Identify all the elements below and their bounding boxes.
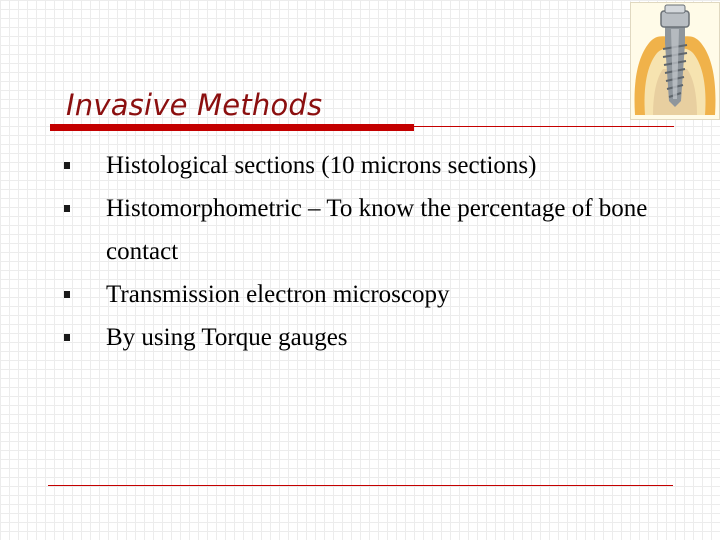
- square-bullet-icon: [64, 205, 70, 212]
- slide-title: Invasive Methods: [66, 88, 323, 122]
- square-bullet-icon: [64, 162, 70, 169]
- square-bullet-icon: [64, 334, 70, 341]
- list-item: [64, 316, 704, 359]
- title-underline-line: [414, 126, 674, 127]
- bullet-text: By using Torque gauges: [106, 324, 348, 351]
- bullet-text: Histological sections (10 microns sections): [106, 152, 537, 179]
- list-item: [64, 187, 704, 273]
- list-item: [64, 144, 704, 187]
- list-item: [64, 273, 704, 316]
- title-underline-bar: [50, 124, 414, 131]
- bullet-list: [64, 144, 704, 359]
- footer-divider: [48, 485, 673, 486]
- bullet-text: Transmission electron microscopy: [106, 281, 450, 308]
- bullet-text: Histomorphometric – To know the percentage of bone contact: [106, 195, 648, 265]
- square-bullet-icon: [64, 291, 70, 298]
- dental-implant-icon: [630, 2, 720, 120]
